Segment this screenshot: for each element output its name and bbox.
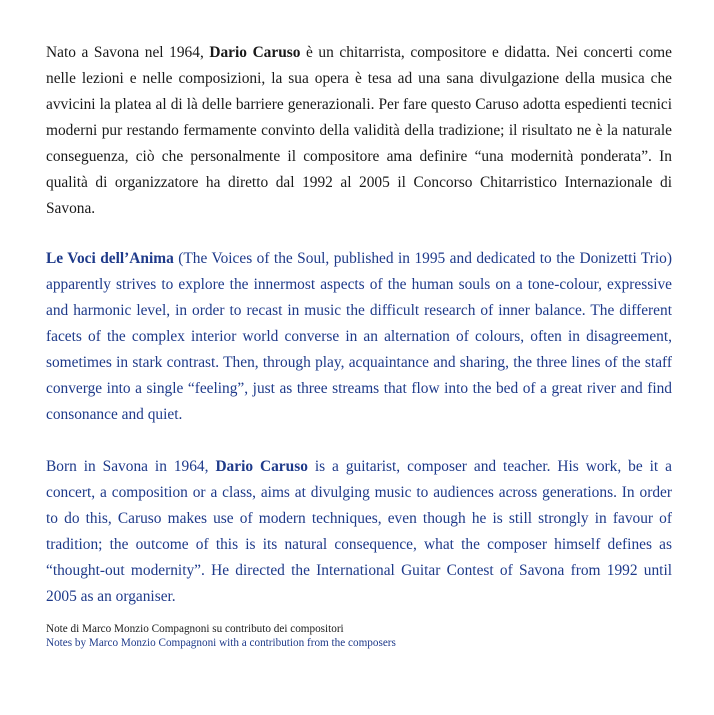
- booklet-page: [46, 40, 672, 650]
- composer-name: Dario Caruso: [209, 44, 301, 61]
- italian-credit-line: Note di Marco Monzio Compagnoni su contributo dei compositori: [46, 623, 344, 635]
- english-work-description-paragraph: [46, 246, 672, 428]
- work-title: Le Voci dell’Anima: [46, 250, 174, 267]
- english-bio-intro: Born in Savona in 1964,: [46, 458, 216, 475]
- paragraph-spacer: [46, 610, 672, 622]
- work-description-text: (The Voices of the Soul, published in 1995 and dedicated to the Donizetti Trio) apparently strives to explore the innermost aspects of the human souls on a tone-colour, expressive and harmonic level, in order to recast in music the difficult research of inner balance. The different facets of the complex interior world converse in an alternation of colours, often in disagreement, sometimes in stark contrast. Then, through play, acquaintance and sharing, the three lines of the staff converge into a single “feeling”, just as three streams that flow into the bed of a great river and find consonance and quiet.: [46, 250, 672, 423]
- paragraph-spacer: [46, 222, 672, 246]
- italian-biography-paragraph: [46, 40, 672, 222]
- paragraph-spacer: [46, 428, 672, 454]
- composer-name-english: Dario Caruso: [215, 458, 308, 475]
- english-credit-line: Notes by Marco Monzio Compagnoni with a contribution from the composers: [46, 637, 396, 649]
- english-bio-text: is a guitarist, composer and teacher. His work, be it a concert, a composition or a class, aims at divulging music to audiences across generations. In order to do this, Caruso makes use of modern techniques, even though he is still strongly in favour of tradition; the outcome of this is its natural consequence, what the composer himself defines as “thought-out modernity”. He directed the International Guitar Contest of Savona from 1992 until 2005 as an organiser.: [46, 458, 672, 605]
- english-biography-paragraph: [46, 454, 672, 610]
- italian-bio-text: è un chitarrista, compositore e didatta. Nei concerti come nelle lezioni e nelle composizioni, la sua opera è tesa ad una sana divulgazione della musica che avvicini la platea al di là delle barriere generazionali. Per fare questo Caruso adotta espedienti tecnici moderni pur restando fermamente convinto della validità della tradizione; il risultato ne è la naturale conseguenza, ciò che personalmente il compositore ama definire “una modernità ponderata”. In qualità di organizzatore ha diretto dal 1992 al 2005 il Concorso Chitarristico Internazionale di Savona.: [46, 44, 672, 217]
- italian-bio-intro: Nato a Savona nel 1964,: [46, 44, 210, 61]
- credits-notes: [46, 622, 672, 650]
